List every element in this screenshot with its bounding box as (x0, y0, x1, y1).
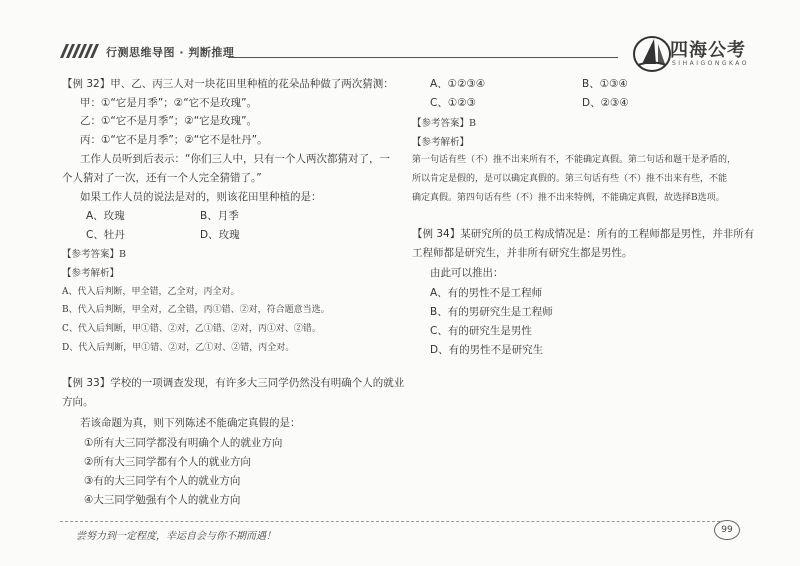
staff-statement-line1: 工作人员听到后表示：“你们三人中，只有一个人两次都猜对了，一 (80, 153, 390, 165)
analysis-d: D、代入后判断，甲①错、②对，乙①对、②错，丙全对。 (62, 343, 295, 353)
example-33-title-line2: 方向。 (62, 396, 94, 408)
analysis-33-line1: 第一句话有些（不）推不出来所有不，不能确定真假。第二句话和题干是矛盾的， (412, 155, 737, 165)
statement-2: ②所有大三同学都有个人的就业方向 (84, 456, 251, 468)
answer-32: 【参考答案】B (62, 249, 126, 260)
page-number: 99 (714, 520, 740, 540)
option-c: C、牡丹 (86, 229, 125, 241)
analysis-b: B、代入后判断，甲全对，乙全错，丙①错、②对，符合题意当选。 (62, 305, 330, 315)
option-b: B、月季 (200, 210, 239, 222)
option-d: D、玫瑰 (200, 229, 240, 241)
staff-statement-line2: 个人猜对了一次，还有一个人完全猜错了。” (62, 172, 262, 184)
statement-3: ③有的大三同学有个人的就业方向 (84, 475, 241, 487)
example-34-title-line1: 【例 34】某研究所的员工构成情况是：所有的工程师都是男性，并非所有 (412, 228, 755, 240)
example-33-title-line1: 【例 33】学校的一项调查发现，有许多大三同学仍然没有明确个人的就业 (62, 377, 405, 389)
guess-jia: 甲：①“它是月季”；②“它不是玫瑰”。 (80, 97, 258, 109)
statement-4: ④大三同学勉强有个人的就业方向 (84, 494, 241, 506)
footer-quote: 尝努力到一定程度，幸运自会与你不期而遇！ (76, 531, 276, 542)
header-stripes-icon (60, 44, 102, 58)
guess-bing: 丙：①“它不是月季”；②“它不是牡丹”。 (80, 134, 268, 146)
ex33-option-a: A、①②③④ (430, 78, 486, 90)
analysis-head-33: 【参考解析】 (412, 137, 470, 148)
answer-33: 【参考答案】B (412, 118, 476, 129)
header-title: 行测思维导图 · 判断推理 (106, 46, 235, 59)
footer-divider (60, 521, 720, 522)
ex34-option-a: A、有的男性不是工程师 (430, 287, 543, 299)
ex34-option-b: B、有的男研究生是工程师 (430, 306, 553, 318)
ex34-option-d: D、有的男性不是研究生 (430, 344, 544, 356)
analysis-c: C、代入后判断，甲①错、②对，乙①错、②对，丙①对、②错。 (62, 324, 321, 334)
ex33-option-b: B、①③④ (582, 78, 628, 90)
logo-text: 四海公考 (670, 40, 746, 61)
example-34-title-line2: 工程师都是研究生，并非所有研究生都是男性。 (412, 247, 633, 259)
header-divider (228, 57, 618, 58)
logo-subtitle: SIHAIGONGKAO (672, 60, 750, 67)
analysis-head-32: 【参考解析】 (62, 268, 120, 279)
question-32: 如果工作人员的说法是对的，则该花田里种植的是： (80, 191, 322, 203)
ex34-option-c: C、有的研究生是男性 (430, 325, 532, 337)
option-a: A、玫瑰 (86, 210, 125, 222)
analysis-33-line2: 所以肯定是假的，是可以确定真假的。第三句话有些（不）推不出来有些，不能 (412, 174, 728, 184)
question-34: 由此可以推出： (430, 267, 504, 279)
guess-yi: 乙：①“它不是月季”；②“它是玫瑰”。 (80, 115, 258, 127)
ex33-option-d: D、②③④ (582, 97, 629, 109)
statement-1: ①所有大三同学都没有明确个人的就业方向 (84, 437, 283, 449)
ex33-option-c: C、①②③ (430, 97, 477, 109)
question-33: 若该命题为真，则下列陈述不能确定真假的是： (80, 417, 301, 429)
example-32-title: 【例 32】甲、乙、丙三人对一块花田里种植的花朵品种做了两次猜测： (62, 78, 394, 90)
analysis-33-line3: 确定真假。第四句话有些（不）推不出来特例，不能确定真假，故选择B选项。 (412, 193, 725, 203)
analysis-a: A、代入后判断，甲全错，乙全对，丙全对。 (62, 287, 240, 297)
